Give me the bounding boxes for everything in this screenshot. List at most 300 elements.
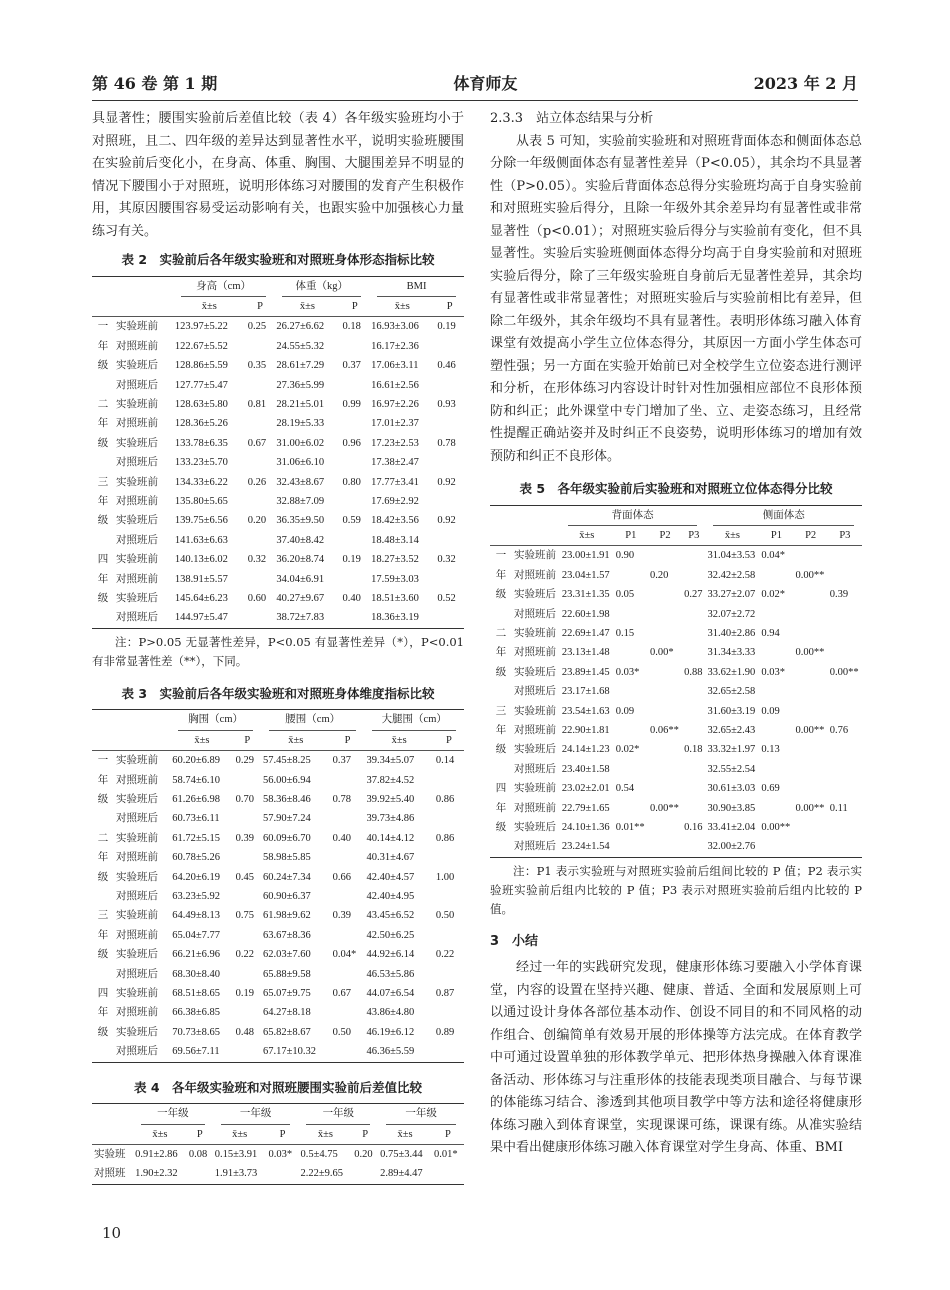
table-cell: 36.35±9.50 [276, 515, 325, 527]
group-header [213, 1104, 299, 1125]
table-cell [828, 818, 862, 837]
column-header: P1 [614, 526, 648, 546]
table-cell [234, 965, 261, 984]
table-row [92, 1042, 464, 1062]
table-cell: 0.89 [435, 1026, 455, 1038]
table-cell: 30.61±3.03 [707, 783, 756, 795]
grade-label: 年 [495, 724, 507, 736]
row-label: 实验班后 [116, 1026, 158, 1038]
table-cell [246, 337, 275, 356]
table-cell: 0.19 [342, 554, 361, 566]
table-cell: 17.77±3.41 [371, 476, 419, 488]
grade-label: 年 [97, 418, 109, 430]
grade-label: 年 [97, 340, 109, 352]
table-cell: 32.65±2.58 [707, 686, 756, 698]
table-cell: 0.04* [761, 550, 785, 562]
table-cell: 133.23±5.70 [174, 457, 228, 469]
table-cell: 37.82±4.52 [366, 774, 415, 786]
row-label: 实验班前 [116, 476, 158, 488]
table5 [490, 505, 862, 858]
row-label: 对照班后 [116, 968, 158, 980]
table-cell [435, 414, 464, 433]
row-label: 对照班后 [116, 457, 158, 469]
table-cell [648, 663, 682, 682]
table-cell [614, 760, 648, 779]
table-cell [794, 837, 828, 857]
table-cell: 68.30±8.40 [172, 968, 221, 980]
table-cell [341, 570, 370, 589]
table-cell [828, 566, 862, 585]
table4 [92, 1103, 464, 1185]
header-spacer [92, 731, 114, 751]
table2 [92, 276, 464, 629]
table-cell: 34.04±6.91 [276, 573, 325, 585]
table-cell [828, 624, 862, 643]
table-cell: 128.63±5.80 [174, 398, 228, 410]
grade-label [92, 531, 114, 550]
table-cell: 128.36±5.26 [174, 418, 228, 430]
row-label: 对照班前 [116, 929, 158, 941]
table-cell: 16.93±3.06 [371, 321, 419, 333]
table-cell [648, 624, 682, 643]
table-cell: 70.73±8.65 [172, 1026, 221, 1038]
table-cell [759, 682, 793, 701]
table-cell: 0.86 [435, 832, 455, 844]
group-header-label: 体重（kg） [282, 277, 361, 297]
section-3-heading: 3 小结 [490, 933, 539, 949]
grade-label: 四 [97, 554, 109, 566]
table-cell: 0.02* [615, 744, 640, 756]
table-cell: 23.02±2.01 [561, 783, 610, 795]
row-label: 实验班后 [116, 793, 158, 805]
table-cell [648, 546, 682, 566]
table-cell: 23.54±1.63 [561, 705, 610, 717]
table-cell [794, 779, 828, 798]
row-label: 对照班后 [514, 841, 556, 853]
table-cell: 0.50 [435, 910, 455, 922]
grade-label: 年 [97, 495, 109, 507]
table-cell: 0.19 [235, 988, 254, 999]
table-cell: 1.90±2.32 [135, 1168, 178, 1180]
table-cell: 17.23±2.53 [371, 437, 419, 449]
column-header: P [267, 1125, 299, 1145]
table-cell: 0.01* [433, 1148, 458, 1160]
table-cell [648, 682, 682, 701]
table-cell [434, 965, 464, 984]
table-cell: 0.87 [435, 988, 455, 999]
table-cell: 0.00* [649, 647, 674, 659]
table-cell: 0.04* [332, 949, 357, 961]
grade-label: 年 [495, 569, 507, 581]
table-cell: 44.92±6.14 [366, 949, 415, 961]
table-cell: 135.80±5.65 [174, 495, 228, 507]
table-cell: 39.92±5.40 [366, 793, 415, 805]
table-cell: 0.78 [437, 437, 456, 449]
row-label: 实验班前 [116, 755, 158, 767]
table-cell: 0.00** [795, 647, 825, 659]
table-cell: 0.45 [235, 871, 254, 883]
table-row [92, 395, 464, 414]
column-header: P [234, 731, 261, 751]
row-label: 实验班前 [116, 554, 158, 566]
group-header-label: 侧面体态 [713, 506, 854, 526]
table-cell: 0.25 [247, 321, 267, 333]
column-header: x̄±s [369, 297, 435, 317]
table-cell: 0.16 [684, 822, 703, 833]
table-cell [828, 605, 862, 624]
table-cell: 57.45±8.25 [262, 755, 311, 767]
table-cell: 0.00** [649, 802, 679, 814]
journal-name: 体育师友 [453, 74, 518, 93]
column-header: P [187, 1125, 213, 1145]
table-cell [341, 376, 370, 395]
table-cell: 64.49±8.13 [172, 910, 221, 922]
table-cell [435, 376, 464, 395]
table-cell [434, 887, 464, 906]
left-column [92, 108, 464, 1185]
grade-label: 年 [495, 802, 507, 814]
summary-paragraph: 经过一年的实践研究发现，健康形体练习要融入小学体育课堂，内容的设置在坚持兴趣、健康、普适、全面和发展原则上可以通过设计身体各部位基本动作、创设不同目的和不同风格的动作组合、创编简单有效易开展的形体操等方法完成。在体育教学中可通过设置单独的形体教学单元、把形体热身操融入体育课准备活动、形体练习与注重形体的技能表现类项目融合、与每节课的体能练习结合、渗透到其他项目教学中等方法和途径将健康形体练习融入到体育课堂，实现课课可练，课课有练。从准实验结果中看出健康形体练习融入体育课堂对学生身高、体重、BMI [490, 960, 862, 1156]
row-label: 实验班前 [514, 783, 556, 795]
table-cell: 24.55±5.32 [276, 340, 325, 352]
group-header [298, 1104, 378, 1125]
table-row [490, 624, 862, 643]
table-cell [434, 809, 464, 828]
table-cell: 0.00** [795, 802, 825, 814]
grade-label [490, 682, 512, 701]
table-row [490, 740, 862, 759]
table-cell [434, 1042, 464, 1062]
row-label: 对照班后 [116, 813, 158, 825]
table-cell: 0.06** [649, 724, 679, 736]
table-cell [246, 608, 275, 628]
table-row [92, 453, 464, 472]
column-header: P [352, 1125, 378, 1145]
table-cell [246, 414, 275, 433]
table-cell: 23.17±1.68 [561, 686, 610, 698]
row-label: 对照班后 [116, 534, 158, 546]
row-label: 对照班后 [514, 686, 556, 698]
table-cell: 28.21±5.01 [276, 398, 325, 410]
table-cell [682, 837, 705, 857]
table-row [92, 984, 464, 1003]
table-cell [614, 605, 648, 624]
table-cell [341, 414, 370, 433]
table-cell [435, 337, 464, 356]
column-header: x̄±s [705, 526, 759, 546]
table-cell: 38.72±7.83 [276, 612, 325, 624]
table-cell [648, 605, 682, 624]
table-cell: 42.50±6.25 [366, 929, 415, 941]
column-header: x̄±s [133, 1125, 187, 1145]
row-label: 实验班 [94, 1148, 126, 1160]
group-header [170, 710, 261, 731]
table-cell: 0.39 [332, 910, 352, 922]
table-cell: 0.00** [795, 569, 825, 581]
grade-label: 三 [495, 705, 507, 717]
row-label: 实验班前 [116, 321, 158, 333]
table-row [490, 585, 862, 604]
row-label: 实验班后 [116, 949, 158, 961]
table-cell: 32.65±2.43 [707, 724, 756, 736]
table-cell: 57.90±7.24 [262, 813, 311, 825]
grade-label: 一 [97, 321, 109, 333]
table-cell: 32.00±2.76 [707, 841, 756, 853]
header-spacer [92, 276, 114, 297]
table-cell: 0.18 [342, 321, 361, 333]
table-cell: 62.03±7.60 [262, 949, 311, 961]
header-spacer [92, 710, 114, 731]
table-row [92, 848, 464, 867]
table-cell [759, 837, 793, 857]
column-header: x̄±s [560, 526, 614, 546]
table-cell [341, 492, 370, 511]
page-header [92, 62, 858, 101]
section-2-3-3-heading: 2.3.3 站立体态结果与分析 [490, 111, 654, 126]
table-cell: 32.43±8.67 [276, 476, 325, 488]
table-cell [246, 570, 275, 589]
row-label: 实验班后 [514, 589, 556, 601]
table-cell [794, 624, 828, 643]
column-header: P [331, 731, 365, 751]
table-row [490, 721, 862, 740]
table-cell: 22.69±1.47 [561, 627, 610, 639]
table-cell: 31.06±6.10 [276, 457, 325, 469]
table-cell [234, 1003, 261, 1022]
grade-label: 级 [97, 793, 109, 805]
table-cell: 0.03* [615, 666, 640, 678]
column-header: P [432, 1125, 464, 1145]
table-cell: 66.21±6.96 [172, 949, 221, 961]
table-cell [435, 531, 464, 550]
table-cell: 22.60±1.98 [561, 608, 610, 620]
table-cell [828, 740, 862, 759]
grade-label [92, 608, 114, 628]
table-cell: 145.64±6.23 [174, 593, 228, 604]
table-cell: 139.75±6.56 [174, 515, 228, 527]
row-label: 对照班前 [514, 802, 556, 814]
column-header: x̄±s [274, 297, 340, 317]
table-cell [614, 721, 648, 740]
table-cell [682, 643, 705, 662]
table-cell [234, 809, 261, 828]
table-cell: 17.59±3.03 [371, 573, 419, 585]
group-header [261, 710, 365, 731]
table-row [92, 317, 464, 337]
table-cell: 1.91±3.73 [214, 1168, 258, 1180]
table-row [92, 1144, 464, 1164]
grade-label [92, 809, 114, 828]
table-row [490, 605, 862, 624]
table-cell [648, 818, 682, 837]
table-cell [828, 837, 862, 857]
row-label: 对照班前 [116, 573, 158, 585]
grade-label: 级 [97, 1026, 109, 1038]
table-cell: 0.76 [829, 724, 849, 736]
table-row [92, 376, 464, 395]
table-cell [794, 546, 828, 566]
table-row [490, 760, 862, 779]
table-cell [341, 337, 370, 356]
grade-label: 级 [97, 515, 109, 527]
table-cell: 0.67 [247, 437, 267, 449]
table-row [490, 546, 862, 566]
column-header: x̄±s [261, 731, 331, 751]
grade-label [92, 1042, 114, 1062]
table-cell: 24.14±1.23 [561, 744, 610, 756]
table-cell: 56.00±6.94 [262, 774, 311, 786]
table-cell: 0.94 [761, 627, 780, 639]
table-cell [187, 1164, 213, 1184]
table-cell [331, 848, 365, 867]
table-cell: 27.36±5.99 [276, 379, 325, 391]
table-cell [331, 965, 365, 984]
column-header: x̄±s [298, 1125, 352, 1145]
table-cell: 0.27 [684, 589, 703, 601]
table-cell: 0.54 [615, 783, 635, 795]
table-cell: 42.40±4.95 [366, 890, 415, 902]
table-cell: 63.23±5.92 [172, 890, 221, 902]
table-cell: 0.80 [342, 476, 361, 488]
table-cell: 0.19 [437, 321, 456, 333]
table-cell: 0.20 [247, 515, 267, 527]
grade-label: 级 [97, 949, 109, 961]
table-cell [614, 682, 648, 701]
table-row [490, 663, 862, 682]
table-row [92, 965, 464, 984]
table-cell [435, 608, 464, 628]
group-header [364, 710, 464, 731]
table-cell: 0.88 [684, 666, 703, 678]
table-cell [828, 643, 862, 662]
table-cell: 31.00±6.02 [276, 437, 325, 449]
table-cell: 0.08 [188, 1148, 208, 1160]
table-cell: 64.20±6.19 [172, 871, 221, 883]
table-row [92, 790, 464, 809]
table-cell [794, 682, 828, 701]
page-number: 10 [102, 1224, 122, 1242]
table-cell [682, 721, 705, 740]
row-label: 实验班后 [116, 593, 158, 604]
table-cell [434, 926, 464, 945]
table-cell: 60.20±6.89 [172, 755, 221, 767]
table-row [92, 589, 464, 608]
table-cell: 140.13±6.02 [174, 554, 228, 566]
table-cell [794, 760, 828, 779]
grade-label: 年 [97, 852, 109, 864]
table-cell: 18.36±3.19 [371, 612, 419, 624]
table-cell: 0.91±2.86 [135, 1148, 178, 1160]
table-cell: 0.01** [615, 822, 645, 833]
table-cell: 0.05 [615, 589, 635, 601]
row-label: 实验班后 [514, 666, 556, 678]
table-cell: 0.00** [795, 724, 825, 736]
column-header: x̄±s [378, 1125, 432, 1145]
table-cell [246, 453, 275, 472]
grade-label [92, 376, 114, 395]
row-label: 对照班后 [116, 379, 158, 391]
table-row [92, 887, 464, 906]
row-label: 实验班后 [116, 437, 158, 449]
table-cell: 44.07±6.54 [366, 988, 415, 999]
table-row [92, 337, 464, 356]
table-cell: 122.67±5.52 [174, 340, 228, 352]
table-cell: 69.56±7.11 [172, 1046, 220, 1058]
table-cell: 23.24±1.54 [561, 841, 610, 853]
table-cell: 0.39 [829, 589, 849, 601]
grade-label: 年 [97, 573, 109, 585]
table-cell [682, 546, 705, 566]
table-cell: 0.20 [649, 569, 669, 581]
header-spacer [490, 505, 512, 526]
table-cell: 0.26 [247, 476, 267, 488]
table-cell [234, 1042, 261, 1062]
table-cell [682, 799, 705, 818]
table-cell [246, 376, 275, 395]
table-cell [682, 605, 705, 624]
table-cell: 31.40±2.86 [707, 627, 756, 639]
table-cell: 0.32 [247, 554, 267, 566]
row-label: 对照班前 [116, 852, 158, 864]
table-cell [435, 492, 464, 511]
row-label: 对照班后 [514, 763, 556, 775]
table-cell [435, 453, 464, 472]
table-cell: 144.97±5.47 [174, 612, 228, 624]
group-header-label: 胸围（cm） [178, 710, 253, 730]
table-cell [759, 799, 793, 818]
grade-label: 级 [495, 822, 507, 833]
column-header: P3 [682, 526, 705, 546]
table-cell: 0.09 [615, 705, 635, 717]
table-cell: 43.86±4.80 [366, 1007, 415, 1019]
table-cell: 0.35 [247, 360, 267, 372]
group-header-label: 身高（cm） [181, 277, 267, 297]
table-cell: 0.03* [268, 1148, 293, 1160]
table-row [490, 799, 862, 818]
table-row [92, 531, 464, 550]
column-header: P [341, 297, 370, 317]
table-cell: 0.75±3.44 [380, 1148, 423, 1160]
table-cell [614, 837, 648, 857]
table-cell: 0.99 [342, 398, 361, 410]
row-label: 对照班后 [116, 1046, 158, 1058]
table-row [92, 829, 464, 848]
table-row [92, 550, 464, 569]
group-header-label: 大腿围（cm） [372, 710, 456, 730]
table-cell: 0.60 [247, 593, 267, 604]
table-cell: 60.73±6.11 [172, 813, 220, 825]
table-cell [434, 771, 464, 790]
table-cell: 40.14±4.12 [366, 832, 415, 844]
table-cell: 0.09 [761, 705, 780, 717]
table-cell [234, 848, 261, 867]
table-row [92, 906, 464, 925]
table-cell: 0.22 [435, 949, 455, 961]
grade-label [490, 837, 512, 857]
table-cell [794, 702, 828, 721]
table2-title: 表 2 实验前后各年级实验班和对照班身体形态指标比较 [121, 252, 435, 267]
table-cell: 127.77±5.47 [174, 379, 228, 391]
table-cell: 0.75 [235, 910, 254, 922]
table-cell: 0.00** [761, 822, 791, 833]
table-cell [246, 531, 275, 550]
table-cell: 36.20±8.74 [276, 554, 325, 566]
grade-label: 一 [97, 755, 109, 767]
grade-label: 二 [97, 398, 109, 410]
table-cell: 0.5±4.75 [300, 1148, 338, 1160]
group-header-label: 一年级 [141, 1104, 205, 1124]
table-cell: 1.00 [435, 871, 455, 883]
